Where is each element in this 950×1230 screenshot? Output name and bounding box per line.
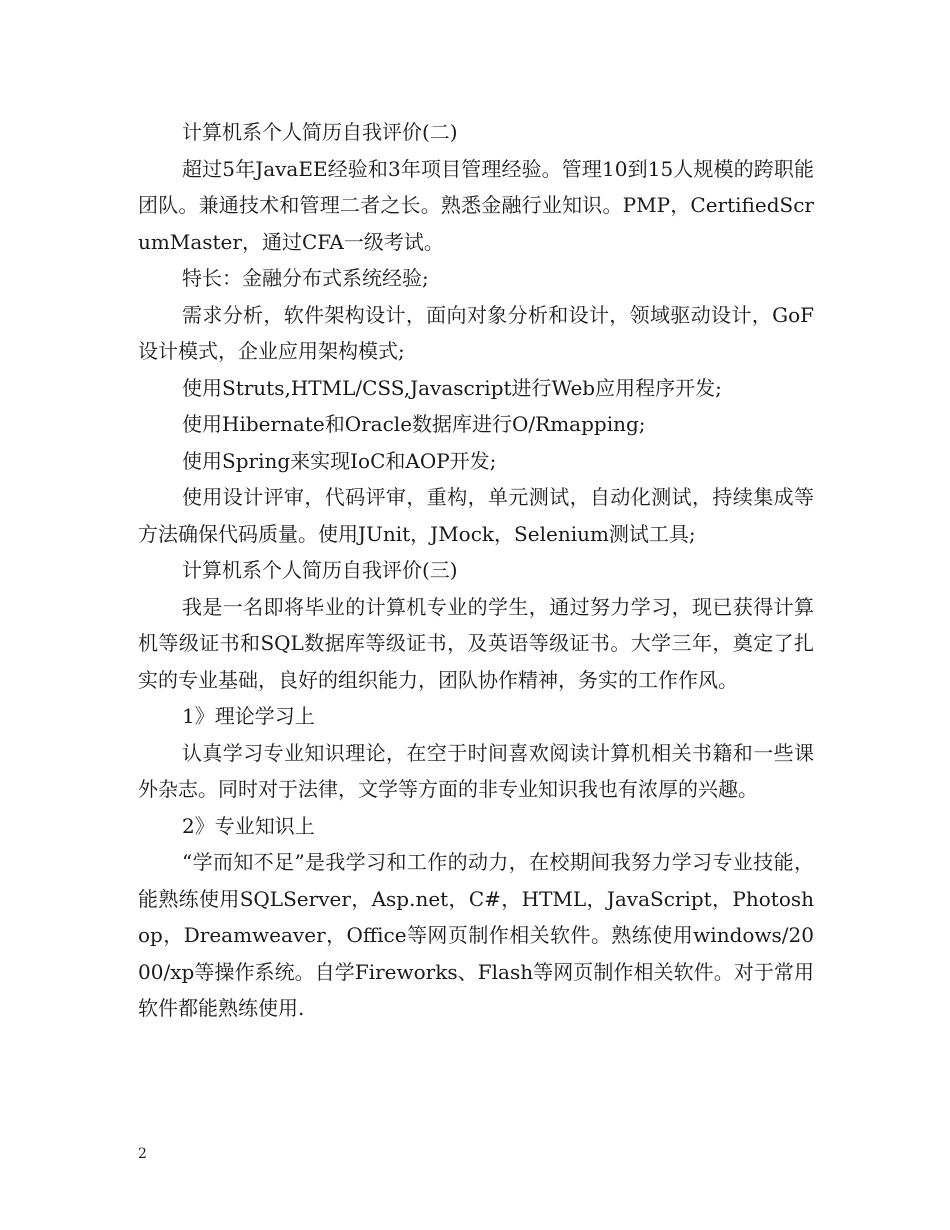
section-heading-3: 计算机系个人简历自我评价(三) [182, 558, 458, 582]
paragraph-intro: 我是一名即将毕业的计算机专业的学生，通过努力学习，现已获得计算机等级证书和SQL数据库等级证书，及英语等级证书。大学三年，奠定了扎实的专业基础，良好的组织能力，团队协作精神，务实的工作作风。 [138, 594, 814, 692]
page-number: 2 [138, 1146, 147, 1162]
paragraph-hibernate: 使用Hibernate和Oracle数据库进行O/Rmapping; [182, 412, 646, 436]
paragraph-theory: 认真学习专业知识理论，在空于时间喜欢阅读计算机相关书籍和一些课外杂志。同时对于法律，文学等方面的非专业知识我也有浓厚的兴趣。 [138, 740, 814, 801]
document-body [138, 114, 814, 1027]
paragraph-specialty: 特长：金融分布式系统经验; [182, 266, 429, 290]
paragraph-spring: 使用Spring来实现IoC和AOP开发; [182, 448, 497, 473]
paragraph-experience: 超过5年JavaEE经验和3年项目管理经验。管理10到15人规模的跨职能团队。兼通技术和管理二者之长。熟悉金融行业知识。PMP，CertifiedScrumMaster，通过CFA一级考试。 [138, 156, 814, 254]
paragraph-struts: 使用Struts,HTML/CSS,Javascript进行Web应用程序开发; [182, 375, 722, 400]
subheading-skills: 2》专业知识上 [182, 813, 315, 838]
paragraph-skills: “学而知不足”是我学习和工作的动力，在校期间我努力学习专业技能，能熟练使用SQLServer，Asp.net，C#，HTML，JavaScript，Photoshop，Dreamweaver，Office等网页制作相关软件。熟练使用windows/2000/xp等操作系统。自学Fireworks、Flash等网页制作相关软件。对于常用软件都能熟练使用. [138, 850, 814, 1020]
paragraph-quality: 使用设计评审，代码评审，重构，单元测试，自动化测试，持续集成等方法确保代码质量。使用JUnit，JMock，Selenium测试工具; [138, 485, 814, 546]
paragraph-requirements: 需求分析，软件架构设计，面向对象分析和设计，领域驱动设计，GoF设计模式，企业应用架构模式; [138, 302, 814, 363]
subheading-theory: 1》理论学习上 [182, 704, 315, 728]
section-heading-2: 计算机系个人简历自我评价(二) [182, 120, 458, 144]
